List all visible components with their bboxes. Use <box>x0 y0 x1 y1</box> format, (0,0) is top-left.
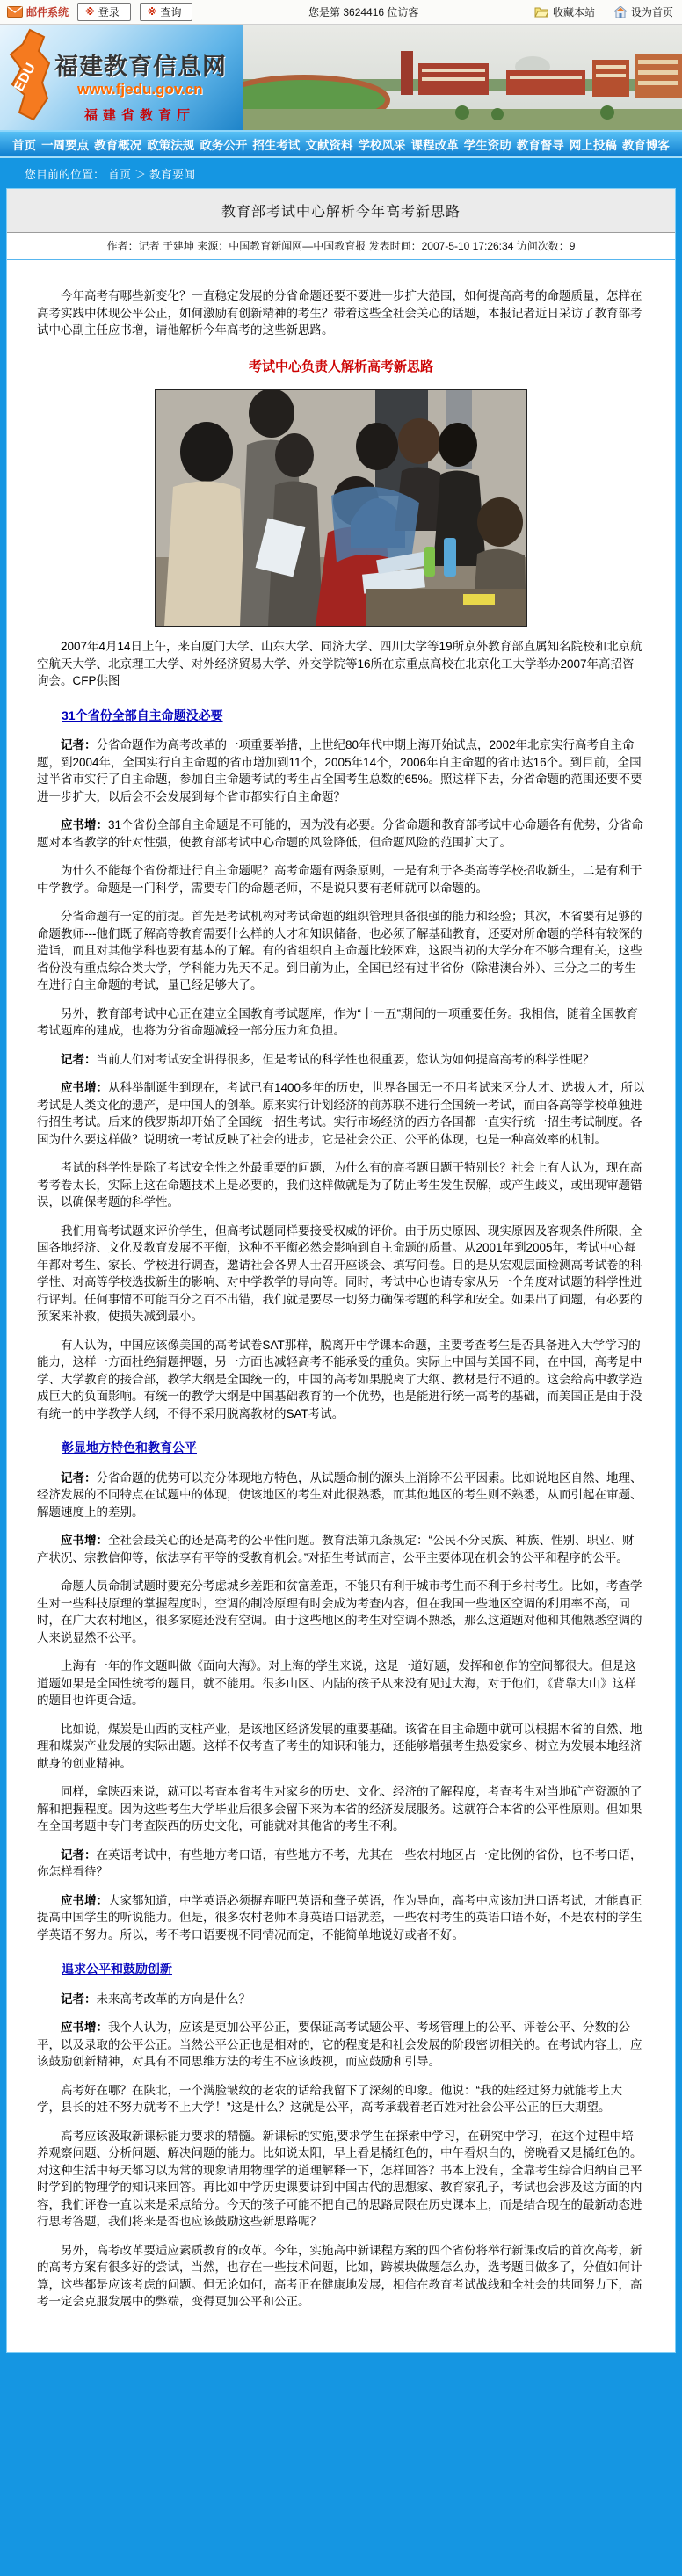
login-icon: ※ <box>85 7 95 18</box>
login-button[interactable] <box>77 3 131 21</box>
article-paragraph: 我们用高考试题来评价学生，但高考试题同样要接受权威的评价。由于历史原因、现实原因及客观条件所限，全国各地经济、文化及教育发展不平衡，这种不平衡必然会影响到自主命题的质量。从2001年到2005年，考试中心每年都对考生、家长、学校进行调查，邀请社会各界人士召开座谈会、填写问卷。目的是从宏观层面检测高考试卷的科学性、对高等学校选拔新生的影响、对中学教学的导向等。同时，考试中心也请专家从另一个角度对试题的科学性进行评判。任何事情不可能百分之百不出错，我们就是要尽一切努力确保考题的科学和安全。如果出了问题，有必要的预案来补救，使损失减到最小。 <box>37 1223 642 1323</box>
topbar-right <box>534 4 682 19</box>
article-body <box>7 260 675 2352</box>
article-paragraph: 记者：当前人们对考试安全讲得很多，但是考试的科学性也很重要，您认为如何提高高考的科学性呢？ <box>61 1052 595 1066</box>
nav-item[interactable]: 首页 <box>12 139 36 152</box>
article-paragraph: 应书增：全社会最关心的还是高考的公平性问题。教育法第九条规定：“公民不分民族、种族、性别、职业、财产状况、宗教信仰等，依法享有平等的受教育机会。”对招生考试而言，公平主要体现在机会的公平和程序的公平。 <box>37 1534 635 1564</box>
admissions-fair-photo <box>156 390 526 626</box>
department-name: 福建省教育厅 <box>84 108 196 123</box>
breadcrumb-prefix: 您目前的位置： <box>25 167 105 181</box>
nav-strip <box>0 130 682 156</box>
speaker-label: 记者： <box>61 1847 97 1861</box>
visitor-counter: 您是第 3624416 位访客 <box>308 6 419 18</box>
article-paragraph: 命题人员命制试题时要充分考虑城乡差距和贫富差距，不能只有利于城市考生而不利于乡村考生。比如，考查学生对一些科技原理的掌握程度时，空调的制冷原理有时会成为考查内容，但在我国一些地区空调的利用率不高，同时，在广大农村地区，很多家庭还没有空调。由于这些地区的考生对空调不熟悉，那么这道题对他和其他熟悉空调的人来说显然不公平。 <box>37 1579 642 1644</box>
folder-icon <box>534 6 548 18</box>
site-logo-block[interactable] <box>0 25 243 130</box>
breadcrumb-home-link[interactable]: 首页 <box>108 167 132 181</box>
article-paragraph: 高考应该汲取新课标能力要求的精髓。新课标的实施,要求学生在探索中学习，在研究中学习，在这个过程中培养观察问题、分析问题、解决问题的能力。比如说太阳，早上看是橘红色的，中午看炽白的，傍晚看又是橘红色的。对这种生活中每天都习以为常的现象请用物理学的道理解释一下，怎样回答？书本上没有，全靠考生综合归纳自己平时学到的物理学的知识来回答。再比如中学历史课要讲到中国古代的思想家、教育家孔子，考试也会涉及这方面的内容，我们评卷一直以来是采点给分。今天的孩子可能不把自己的思路局限在历史课本上，而是结合现在的最新动态进行思考答题，我们将来是否也应该鼓励这些新思路呢？ <box>37 2129 642 2228</box>
breadcrumb-section-link[interactable]: 教育要闻 <box>149 167 196 181</box>
nav-item[interactable]: 政策法规 <box>147 139 195 152</box>
article-paragraph: 上海有一年的作文题叫做《面向大海》。对上海的学生来说，这是一道好题，发挥和创作的空间都很大。但是这道题如果是全国性统考的题目，就不能用。很多山区、内陆的孩子从来没有见过大海，对于他们，《背靠大山》这样的题目也许更合适。 <box>37 1659 636 1707</box>
nav-item[interactable]: 教育博客 <box>621 139 670 152</box>
query-button[interactable] <box>140 3 193 21</box>
article-paragraph: 应书增：我个人认为，应该是更加公平公正，要保证高考试题公平、考场管理上的公平、评卷公平、分数的公平，以及录取的公平公正。当然公平公正也是相对的，它的程度是和社会发展的阶段密切相关的。在考试内容上，应该鼓励创新精神，对具有不同思维方法的考生不应该歧视，而应鼓励和引导。 <box>37 2021 642 2068</box>
article-photo <box>155 389 527 627</box>
article-red-heading: 考试中心负责人解析高考新思路 <box>248 359 433 374</box>
nav-item[interactable]: 一周要点 <box>41 139 90 152</box>
speaker-label: 记者： <box>61 1992 97 2006</box>
site-banner <box>0 25 682 130</box>
article-meta: 作者：记者 于建坤 来源：中国教育新闻网—中国教育报 发表时间：2007-5-10 17:26:34 访问次数：9 <box>7 233 675 260</box>
article-title: 教育部考试中心解析今年高考新思路 <box>7 189 675 233</box>
article-paragraph: 有人认为，中国应该像美国的高考试卷SAT那样，脱离开中学课本命题，主要考查考生是否具备进入大学学习的能力，这样一方面杜绝猜题押题，另一方面也减轻高考不能承受的重负。实际上中国与美国不同，在中国，高考是中学、大学教育的接合部，教学大纲是全国统一的，中国的高考如果脱离了大纲、教材是行不通的。这会给高中教学造成巨大的负面影响。有统一的教学大纲是中国基础教育的一个优势，也是能进行统一高考的基础，而美国正是由于没有统一的中学教学大纲，不得不采用脱离教材的SAT考试。 <box>37 1338 642 1420</box>
speaker-label: 记者： <box>61 1052 97 1066</box>
bookmark-site-link[interactable] <box>534 4 595 19</box>
login-label: 登录 <box>98 6 120 18</box>
nav-item[interactable]: 学校风采 <box>358 139 406 152</box>
mail-icon <box>7 6 23 18</box>
speaker-label: 应书增： <box>61 2021 108 2034</box>
bookmark-site-label: 收藏本站 <box>552 6 595 18</box>
campus-photo-illustration <box>243 25 682 130</box>
speaker-label: 应书增： <box>61 818 108 831</box>
speaker-label: 应书增： <box>61 1081 108 1094</box>
set-homepage-label: 设为首页 <box>630 6 673 18</box>
article-paragraph: 另外，教育部考试中心正在建立全国教育考试题库，作为“十一五”期间的一项重要任务。我相信，随着全国教育考试题库的建成，也将为分省命题减轻一部分压力和负担。 <box>37 1006 638 1037</box>
mail-system-label: 邮件系统 <box>26 6 69 18</box>
breadcrumb-separator: ＞ <box>134 167 147 181</box>
nav-item[interactable]: 学生资助 <box>463 139 512 152</box>
article-paragraph: 同样，拿陕西来说，就可以考查本省考生对家乡的历史、文化、经济的了解程度，考查考生对当地矿产资源的了解和把握程度。因为这些考生大学毕业后很多会留下来为本省的经济发展服务。这就符合本省的公平性原则。但如果在全国考题中专门考查陕西的历史文化，可能就对其他省的考生不利。 <box>37 1785 642 1832</box>
speaker-label: 记者： <box>61 1470 97 1484</box>
top-utility-bar <box>0 0 682 25</box>
home-icon <box>614 6 627 18</box>
article-paragraph: 为什么不能每个省份都进行自主命题呢？高考命题有两条原则，一是有利于各类高等学校招收新生，二是有利于中学教学。命题是一门科学，需要专门的命题老师，不是说只要有老师就可以命题的。 <box>37 864 642 895</box>
speaker-label: 应书增： <box>61 1534 108 1547</box>
article-paragraph: 高考好在哪？在陕北，一个满脸皱纹的老农的话给我留下了深刻的印象。他说：“我的娃经过努力就能考上大学，县长的娃不努力就考不上大学！”这是什么？这就是公平，高考承载着老百姓对社会公平公正的巨大期望。 <box>37 2083 622 2114</box>
article-paragraph: 应书增：从科举制诞生到现在，考试已有1400多年的历史，世界各国无一不用考试来区分人才、选拔人才，所以考试是人类文化的遗产，是中国人的创举。原来实行计划经济的前苏联不进行全国统一考试，而由各高等学校单独进行招生考试。后来的俄罗斯却开始了全国统一招生考试。实行市场经济的西方各国都一直实行统一招生考试制度。各国为什么要这样做？说明统一考试反映了社会的进步，它是社会公正、公平的体现，也是一种高效率的机制。 <box>37 1081 645 1146</box>
article-container <box>6 188 676 2353</box>
article-paragraph: 考试的科学性是除了考试安全性之外最重要的问题，为什么有的高考题目题干特别长？社会上有人认为，现在高考考卷太长，实际上这在命题技术上是必要的，我们这样做就是为了防止考生发生误解，或产生歧义，或出现审题错误，以确保考题的科学性。 <box>37 1161 642 1208</box>
article-paragraph: 应书增：31个省份全部自主命题是不可能的，因为没有必要。分省命题和教育部考试中心命题各有优势，分省命题对本省教学的针对性强，使教育部考试中心命题的风险降低，但命题风险的范围扩大了。 <box>37 818 644 849</box>
article-paragraph: 另外，高考改革要适应素质教育的改革。今年，实施高中新课程方案的四个省份将举行新课改后的首次高考，新的高考方案有很多好的尝试，当然，也存在一些技术问题，比如，跨模块做题怎么办，选考题目做多了，分值如何计算，这些都是应该考虑的问题。但无论如何，高考正在健康地发展，相信在教育考试战线和全社会的共同努力下，高考一定会克服发展中的弊端，变得更加公平和公正。 <box>37 2243 642 2308</box>
fujian-map-logo-icon <box>4 28 58 123</box>
nav-item[interactable]: 教育督导 <box>516 139 564 152</box>
article-paragraph: 应书增：大家都知道，中学英语必须摒弃哑巴英语和聋子英语，作为导向，高考中应该加进口语考试，才能真正提高中国学生的听说能力。但是，很多农村老师本身英语口语就差，一些农村考生的英语口语不好，不是农村的学生学英语不努力。所以，考不考口语要视不同情况而定，不能简单地说好或者不好。 <box>37 1893 642 1941</box>
article-paragraph: 今年高考有哪些新变化？一直稳定发展的分省命题还要不要进一步扩大范围，如何提高高考的命题质量，怎样在高考实践中体现公平公正，如何激励有创新精神的考生？带着这些全社会关心的话题，本报记者近日采访了教育部考试中心副主任应书增，请他解析今年高考的这些新思路。 <box>37 289 642 337</box>
main-nav <box>0 132 682 156</box>
set-homepage-link[interactable] <box>614 4 673 19</box>
nav-item[interactable]: 教育概况 <box>94 139 142 152</box>
section-subheading[interactable]: 追求公平和鼓励创新 <box>62 1962 172 1976</box>
nav-item[interactable]: 课程改革 <box>410 139 459 152</box>
nav-item[interactable]: 网上投稿 <box>569 139 617 152</box>
article-paragraph: 记者：分省命题的优势可以充分体现地方特色，从试题命制的源头上消除不公平因素。比如说地区自然、地理、经济发展的不同特点在试题中的体现，使该地区的考生对此很熟悉，而其他地区的考生则不熟悉，从而引起在审题、解题速度上的差别。 <box>37 1470 642 1519</box>
query-icon: ※ <box>147 7 157 18</box>
article-paragraph: 2007年4月14日上午，来自厦门大学、山东大学、同济大学、四川大学等19所京外教育部直属知名院校和北京航空航天大学、北京理工大学、对外经济贸易大学、外交学院等16所在京重点高校在北京化工大学举办2007年高招咨询会。CFP供图 <box>37 640 642 687</box>
article-paragraph: 记者：分省命题作为高考改革的一项重要举措，上世纪80年代中期上海开始试点，2002年北京实行高考自主命题，到2004年，全国实行自主命题的省市增加到11个，2005年14个，2006年自主命题的省市达16个。到目前，全国过半省市实行了自主命题，参加自主命题考试的考生占全国考生总数的65%。照这样下去，分省命题的范围还要不要进一步扩大，以后会不会发展到每个省市都实行自主命题？ <box>37 738 642 803</box>
site-url: www.fjedu.gov.cn <box>77 81 203 98</box>
section-subheading[interactable]: 彰显地方特色和教育公平 <box>62 1440 197 1455</box>
mail-system-link[interactable] <box>7 4 69 19</box>
section-subheading[interactable]: 31个省份全部自主命题没必要 <box>62 707 223 722</box>
campus-banner-photo <box>243 25 682 130</box>
article-paragraph: 比如说，煤炭是山西的支柱产业，是该地区经济发展的重要基础。该省在自主命题中就可以根据本省的自然、地理和煤炭产业发展的实际出题。这样不仅考查了考生的知识和能力，还能够增强考生热爱家乡、树立为发展本地经济献身的创业精神。 <box>37 1722 642 1770</box>
article-paragraph: 记者：未来高考改革的方向是什么？ <box>61 1992 250 2006</box>
logo-edu-text: EDU <box>11 61 40 95</box>
nav-item[interactable]: 政务公开 <box>200 139 248 152</box>
speaker-label: 应书增： <box>61 1893 108 1907</box>
nav-item[interactable]: 招生考试 <box>252 139 301 152</box>
site-name: 福建教育信息网 <box>54 54 227 80</box>
speaker-label: 记者： <box>61 738 97 751</box>
article-paragraph: 分省命题有一定的前提。首先是考试机构对考试命题的组织管理具备很强的能力和经验；其次，本省要有足够的命题教师---他们既了解高等教育需要什么样的人才和知识储备，也必须了解基础教育，还要对所命题的学科有较深的造诣，而且对其他学科也要有基本的了解。有的省组织自主命题比较困难，这跟当初的大学分布不够合理有关，这些省份没有重点综合类大学，学科能力先天不足。到目前为止，全国已经有过半省份（除港澳台外）、三分之二的考生在进行自主命题的考试，量已经足够大了。 <box>37 910 642 991</box>
topbar-left <box>0 3 192 21</box>
nav-item[interactable]: 文献资料 <box>305 139 353 152</box>
article-paragraph: 记者：在英语考试中，有些地方考口语，有些地方不考，尤其在一些农村地区占一定比例的省份，也不考口语，你怎样看待？ <box>37 1847 642 1878</box>
query-label: 查询 <box>160 6 182 18</box>
breadcrumb <box>0 158 682 188</box>
